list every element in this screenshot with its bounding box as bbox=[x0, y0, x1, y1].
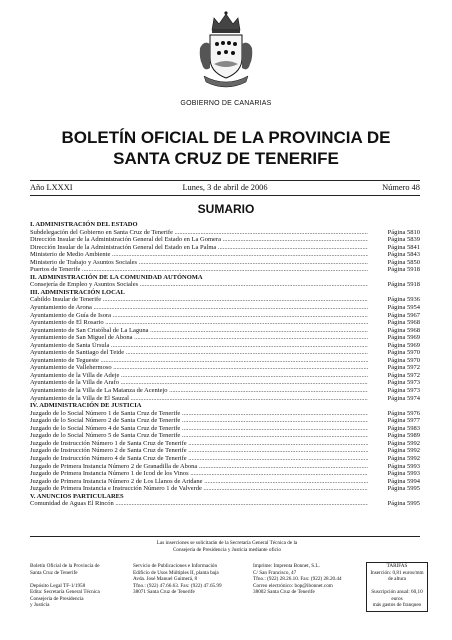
toc-entry bbox=[30, 425, 420, 433]
toc-entry bbox=[30, 364, 420, 372]
toc-entry-page: Página 5992 bbox=[387, 439, 420, 447]
footer-line: Servicio de Publicaciones e Información bbox=[133, 563, 218, 569]
coat-of-arms bbox=[196, 8, 256, 98]
toc-entry-title: Ayuntamiento de Santiago del Teide ..... bbox=[30, 349, 368, 357]
toc-entry-title: Consejería de Empleo y Asuntos Sociales ..... bbox=[30, 281, 368, 289]
toc-entry-page: Página 5839 bbox=[387, 236, 420, 244]
toc-entry-title: Juzgado de Instrucción Número 2 de Santa Cruz de Tenerife ..... bbox=[30, 447, 368, 455]
toc-entry bbox=[30, 395, 420, 403]
footer-line: Depósito Legal TF-1/1958 bbox=[30, 582, 86, 589]
toc-entry bbox=[30, 312, 420, 320]
toc-section-heading: II. ADMINISTRACIÓN DE LA COMUNIDAD AUTÓNOMA bbox=[30, 273, 203, 281]
toc-entry-title: Ayuntamiento de Guía de Isora ..... bbox=[30, 312, 368, 320]
issue-date: Lunes, 3 de abril de 2006 bbox=[182, 183, 268, 192]
toc-entry-title: Juzgado de lo Social Número 1 de Santa Cruz de Tenerife ..... bbox=[30, 410, 368, 418]
footer-line: Imprime: Imprenta Bonnet, S.L. bbox=[253, 563, 320, 569]
toc-entry-title: Juzgado de lo Social Número 5 de Santa Cruz de Tenerife ..... bbox=[30, 432, 368, 440]
footer-line: Santa Cruz de Tenerife bbox=[30, 569, 78, 576]
toc-entry-page: Página 5973 bbox=[387, 379, 420, 387]
toc-entry bbox=[30, 379, 420, 387]
toc-entry-page: Página 5976 bbox=[387, 409, 420, 417]
toc-entry-title: Dirección Insular de la Administración General del Estado en La Gomera ..... bbox=[30, 236, 368, 244]
toc-entry-page: Página 5810 bbox=[387, 228, 420, 236]
toc-entry bbox=[30, 387, 420, 395]
footer-service bbox=[133, 563, 253, 596]
toc-entry bbox=[30, 432, 420, 440]
toc-entry-page: Página 5993 bbox=[387, 470, 420, 478]
toc-entry-page: Página 5983 bbox=[387, 424, 420, 432]
footer-line: y Justicia bbox=[30, 602, 50, 608]
issue-year: Año LXXXI bbox=[30, 183, 73, 192]
toc-entry-page: Página 5918 bbox=[387, 281, 420, 289]
toc-entry bbox=[30, 342, 420, 350]
footer-line: Avda. José Manuel Guimerá, 8 bbox=[133, 576, 198, 582]
toc-section-heading: III. ADMINISTRACIÓN LOCAL bbox=[30, 288, 125, 296]
toc-entry-page: Página 5936 bbox=[387, 296, 420, 304]
toc-entry-title: Subdelegación del Gobierno en Santa Cruz de Tenerife ..... bbox=[30, 229, 368, 237]
toc-section-heading: IV. ADMINISTRACIÓN DE JUSTICIA bbox=[30, 402, 142, 410]
toc-entry bbox=[30, 296, 420, 304]
footer-line: C/ San Francisco, 47 bbox=[253, 569, 297, 576]
toc-entry-page: Página 5995 bbox=[387, 485, 420, 493]
toc-entry-title: Cabildo Insular de Tenerife ..... bbox=[30, 296, 368, 304]
toc-entry-page: Página 5968 bbox=[387, 319, 420, 327]
sumario-heading: SUMARIO bbox=[197, 202, 255, 216]
toc-entry-page: Página 5918 bbox=[387, 266, 420, 274]
footer-line: Boletín Oficial de la Provincia de bbox=[30, 563, 100, 569]
footer-line: Tfno.: (922) 28.26.10. Fax: (922) 28.20.44 bbox=[253, 576, 342, 582]
toc-entry-page: Página 5970 bbox=[387, 356, 420, 364]
toc-entry-page: Página 5977 bbox=[387, 417, 420, 425]
bulletin-title-line1: BOLETÍN OFICIAL DE LA PROVINCIA DE bbox=[61, 128, 391, 147]
toc-entry-page: Página 5974 bbox=[387, 394, 420, 402]
tarifas-box bbox=[366, 562, 428, 612]
toc-entry-title: Ayuntamiento de Santa Úrsula ..... bbox=[30, 342, 368, 350]
toc-entry-page: Página 5968 bbox=[387, 326, 420, 334]
toc-entry bbox=[30, 357, 420, 365]
toc-entry-page: Página 5992 bbox=[387, 454, 420, 462]
toc-entry bbox=[30, 327, 420, 335]
toc-section-heading: I. ADMINISTRACIÓN DEL ESTADO bbox=[30, 221, 138, 228]
toc-entry bbox=[30, 259, 420, 267]
toc-entry bbox=[30, 440, 420, 448]
toc-entry bbox=[30, 417, 420, 425]
footer-line: Edita: Secretaría General Técnica bbox=[30, 589, 100, 595]
notice-line: Consejería de Presidencia y Justicia mediante oficio bbox=[172, 546, 282, 553]
toc-entry bbox=[30, 266, 420, 274]
toc-entry-page: Página 5850 bbox=[387, 258, 420, 266]
toc-entry-page: Página 5843 bbox=[387, 251, 420, 259]
toc-entry-title: Ayuntamiento de El Rosario ..... bbox=[30, 319, 368, 327]
toc-entry-page: Página 5970 bbox=[387, 349, 420, 357]
toc-entry-title: Juzgado de Instrucción Número 4 de Santa Cruz de Tenerife ..... bbox=[30, 455, 368, 463]
toc-entry-title: Ayuntamiento de Tegueste ..... bbox=[30, 357, 368, 365]
toc-entry-title: Comunidad de Aguas El Rincón ..... bbox=[30, 500, 368, 508]
toc-entry-title: Ayuntamiento de la Villa de El Sauzal ..... bbox=[30, 395, 368, 403]
info-rule bbox=[30, 195, 420, 196]
government-name: GOBIERNO DE CANARIAS bbox=[180, 100, 272, 107]
toc-entry-page: Página 5992 bbox=[387, 447, 420, 455]
toc-entry bbox=[30, 463, 420, 471]
toc-entry-title: Juzgado de Primera Instancia Número 2 de Granadilla de Abona ..... bbox=[30, 463, 368, 471]
toc-end-rule bbox=[30, 536, 420, 537]
toc-section-heading: V. ANUNCIOS PARTICULARES bbox=[30, 492, 124, 500]
footer-publisher bbox=[30, 563, 130, 609]
footer-line: Edificio de Usos Múltiples II, planta baja bbox=[133, 569, 219, 576]
toc-entry-title: Ayuntamiento de la Villa de La Matanza de Acentejo ..... bbox=[30, 387, 368, 395]
toc-entry bbox=[30, 455, 420, 463]
tarifas-line: de altura bbox=[387, 576, 406, 582]
bulletin-title-line2: SANTA CRUZ DE TENERIFE bbox=[113, 149, 339, 168]
toc-entry bbox=[30, 229, 420, 237]
toc-entry-title: Ministerio de Trabajo y Asuntos Sociales ..... bbox=[30, 259, 368, 267]
toc-entry-title: Ayuntamiento de la Villa de Adeje ..... bbox=[30, 372, 368, 380]
toc-entry-title: Juzgado de Primera Instancia Número 2 de Los Llanos de Aridane ..... bbox=[30, 478, 368, 486]
footer-line: Consejería de Presidencia bbox=[30, 595, 84, 602]
toc-entry-title: Juzgado de lo Social Número 2 de Santa Cruz de Tenerife ..... bbox=[30, 417, 368, 425]
toc-entry-title: Ministerio de Medio Ambiente ..... bbox=[30, 251, 368, 259]
toc-entry-page: Página 5993 bbox=[387, 462, 420, 470]
toc-entry-title: Ayuntamiento de San Cristóbal de La Laguna ..... bbox=[30, 327, 368, 335]
toc-entry bbox=[30, 319, 420, 327]
toc-entry-page: Página 5841 bbox=[387, 243, 420, 251]
toc-entry bbox=[30, 236, 420, 244]
toc-entry-title: Ayuntamiento de San Miguel de Abona ..... bbox=[30, 334, 368, 342]
toc-entry bbox=[30, 470, 420, 478]
footer-line: Correo electrónico: bop@ibonnet.com bbox=[253, 582, 333, 589]
toc-entry-title: Juzgado de Primera Instancia e Instrucción Número 1 de Valverde ..... bbox=[30, 485, 368, 493]
toc-entry bbox=[30, 372, 420, 380]
footer-line: Tfno.: (922) 47.66.63. Fax: (922) 47.65.99 bbox=[133, 582, 222, 589]
toc-entry-page: Página 5972 bbox=[387, 364, 420, 372]
toc-entry-title: Juzgado de Primera Instancia Número 1 de Icod de los Vinos ..... bbox=[30, 470, 368, 478]
toc-entry-title: Juzgado de lo Social Número 4 de Santa Cruz de Tenerife ..... bbox=[30, 425, 368, 433]
issue-number: Número 48 bbox=[382, 183, 420, 192]
notice-line: Las inserciones se solicitarán de la Secretaría General Técnica de la bbox=[156, 540, 298, 546]
toc-entry bbox=[30, 334, 420, 342]
toc-entry bbox=[30, 251, 420, 259]
tarifas-line: más gastos de franqueo bbox=[372, 602, 422, 608]
tarifas-line: TARIFAS bbox=[386, 563, 408, 569]
toc-entry-title: Dirección Insular de la Administración General del Estado en La Palma ..... bbox=[30, 244, 368, 252]
toc-entry-page: Página 5972 bbox=[387, 371, 420, 379]
toc-entry-title: Ayuntamiento de Vallehermoso ..... bbox=[30, 364, 368, 372]
toc-entry bbox=[30, 485, 420, 493]
toc-entry-page: Página 5973 bbox=[387, 387, 420, 395]
footer-line: 38071 Santa Cruz de Tenerife bbox=[133, 589, 195, 595]
toc-entry bbox=[30, 349, 420, 357]
insertion-notice bbox=[140, 540, 314, 553]
top-rule bbox=[30, 180, 420, 181]
toc-entry bbox=[30, 410, 420, 418]
toc-entry-page: Página 5969 bbox=[387, 334, 420, 342]
toc-entry-page: Página 5967 bbox=[387, 311, 420, 319]
tarifas-line: Suscripción anual: 60,10 euros bbox=[371, 589, 423, 602]
toc-entry-title: Ayuntamiento de la Villa de Arafo ..... bbox=[30, 379, 368, 387]
tarifas-line: Inserción: 0,81 euros/mm bbox=[370, 569, 424, 576]
toc-entry-title: Ayuntamiento de Arona ..... bbox=[30, 304, 368, 312]
toc-entry bbox=[30, 447, 420, 455]
toc-entry-page: Página 5989 bbox=[387, 432, 420, 440]
toc-entry bbox=[30, 478, 420, 486]
footer-line: 38002 Santa Cruz de Tenerife bbox=[253, 589, 315, 595]
toc-entry-page: Página 5994 bbox=[387, 477, 420, 485]
toc-entry bbox=[30, 500, 420, 508]
toc-entry-page: Página 5995 bbox=[387, 500, 420, 508]
toc-entry-page: Página 5969 bbox=[387, 341, 420, 349]
table-of-contents bbox=[30, 221, 420, 508]
toc-entry bbox=[30, 244, 420, 252]
toc-entry bbox=[30, 281, 420, 289]
toc-entry-page: Página 5954 bbox=[387, 304, 420, 312]
footer-printer bbox=[253, 563, 365, 596]
toc-entry bbox=[30, 304, 420, 312]
toc-entry-title: Juzgado de Instrucción Número 1 de Santa Cruz de Tenerife ..... bbox=[30, 440, 368, 448]
toc-entry-title: Puertos de Tenerife ..... bbox=[30, 266, 368, 274]
